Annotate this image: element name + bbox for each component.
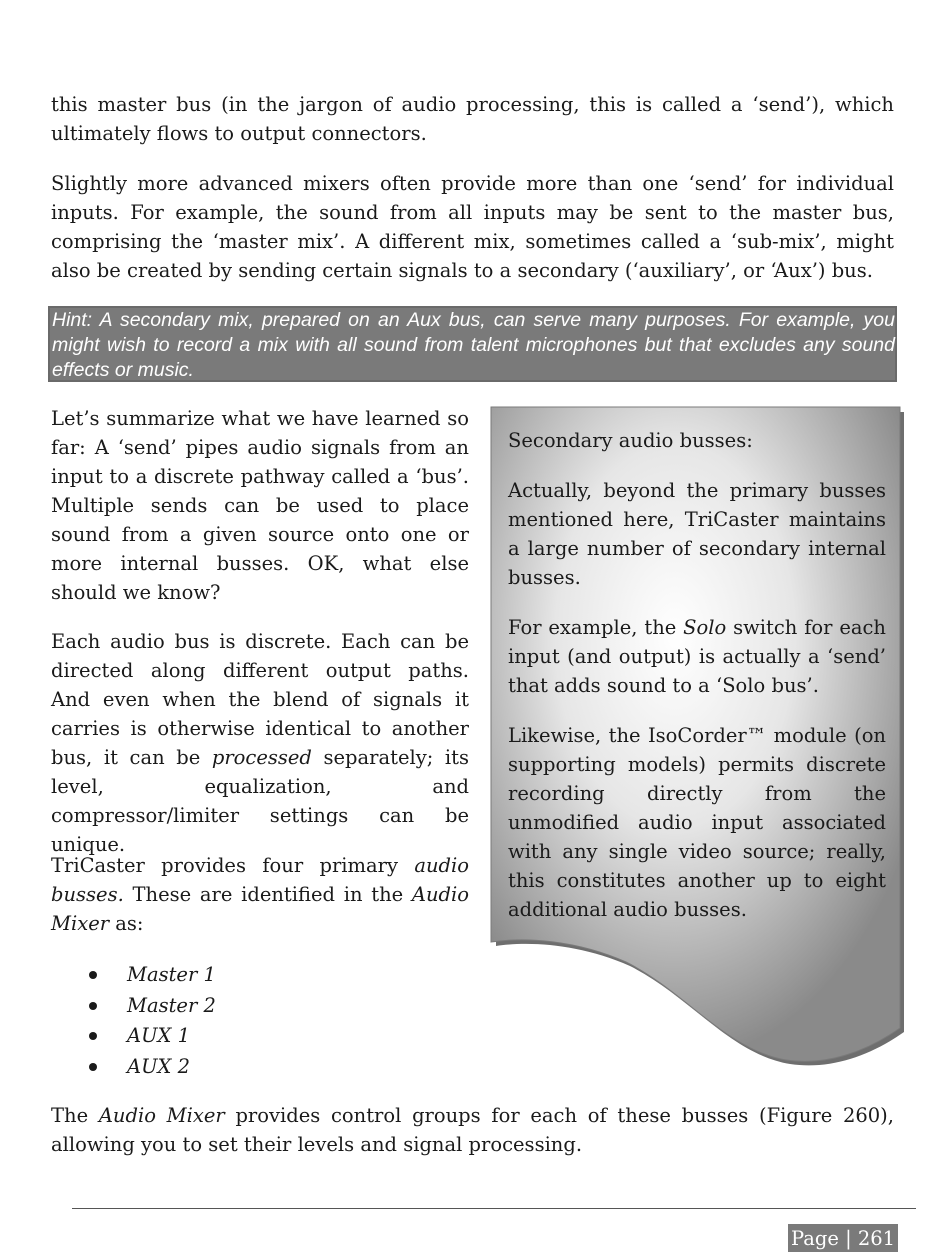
paragraph-5-emphasis-2: Audio Mixer	[51, 883, 469, 935]
list-item	[51, 960, 216, 991]
page-number: Page | 261	[788, 1224, 898, 1252]
sidebar-title: Secondary audio busses:	[508, 429, 753, 452]
sidebar-paragraph-2	[508, 613, 886, 700]
bullet-icon	[89, 1002, 97, 1010]
sidebar-paragraph-1: Actually, beyond the primary busses mentioned here, TriCaster maintains a large number of secondary internal busses.	[508, 479, 886, 589]
paragraph-5-text-c: These are identified in the	[123, 883, 412, 906]
list-item	[51, 1021, 216, 1052]
bullet-icon	[89, 1063, 97, 1071]
paragraph-4	[51, 627, 469, 859]
paragraph-6-text-a: The	[51, 1104, 99, 1127]
paragraph-4-text-a: Each audio bus is discrete. Each can be directed along different output paths. And even when the blend of signals it carries is otherwise identical to another bus, it can be	[51, 630, 469, 769]
paragraph-1: this master bus (in the jargon of audio processing, this is called a ‘send’), which ultimately flows to output connectors.	[51, 93, 894, 145]
bullet-icon	[89, 1032, 97, 1040]
paragraph-5-emphasis-1: audio busses.	[51, 854, 469, 906]
sidebar-paragraph-3: Likewise, the IsoCorder™ module (on supporting models) permits discrete recording directly from the unmodified audio input associated with any single video source; really, this constitutes another up to eight additional audio busses.	[508, 724, 886, 921]
hint-box: Hint: A secondary mix, prepared on an Aux bus, can serve many purposes. For example, you might wish to record a mix with all sound from talent microphones but that excludes any sound effects or music.	[48, 306, 897, 382]
sidebar-paragraph-2-text-c: switch for each input (and output) is actually a ‘send’ that adds sound to a ‘Solo bus’.	[508, 616, 886, 697]
paragraph-3: Let’s summarize what we have learned so far: A ‘send’ pipes audio signals from an input to a discrete pathway called a ‘bus’. Multiple sends can be used to place sound from a given source onto one or more internal busses. OK, what else should we know?	[51, 407, 469, 604]
paragraph-4-text-c: separately; its level, equalization, and compressor/limiter settings can be unique.	[51, 746, 469, 856]
list-item-label: Master 1	[127, 963, 216, 986]
sidebar-paragraph-2-text-a: For example, the	[508, 616, 684, 639]
paragraph-5-text-a: TriCaster provides four primary	[51, 854, 415, 877]
list-item-label: Master 2	[127, 993, 216, 1017]
list-item-label: AUX 1	[127, 1024, 191, 1047]
sidebar-callout	[490, 406, 906, 1070]
footer-divider	[72, 1208, 916, 1209]
paragraph-2: Slightly more advanced mixers often provide more than one ‘send’ for individual inputs. For example, the sound from all inputs may be sent to the master bus, comprising the ‘master mix’. A different mix, sometimes called a ‘sub-mix’, might also be created by sending certain signals to a secondary (‘auxiliary’, or ‘Aux’) bus.	[51, 172, 894, 282]
paragraph-4-emphasis: processed	[211, 746, 312, 769]
list-item	[51, 991, 216, 1022]
sidebar-paragraph-2-emphasis: Solo	[683, 616, 727, 639]
paragraph-6	[51, 1101, 894, 1159]
bus-list	[51, 960, 216, 1082]
paragraph-6-text-c: provides control groups for each of these busses (Figure 260), allowing you to set their levels and signal processing.	[51, 1104, 894, 1156]
paragraph-5	[51, 851, 469, 938]
sidebar-text	[508, 426, 886, 945]
paragraph-5-text-e: as:	[109, 912, 144, 935]
list-item-label: AUX 2	[127, 1054, 191, 1078]
bullet-icon	[89, 971, 97, 979]
paragraph-6-emphasis: Audio Mixer	[98, 1104, 225, 1127]
list-item	[51, 1052, 216, 1083]
